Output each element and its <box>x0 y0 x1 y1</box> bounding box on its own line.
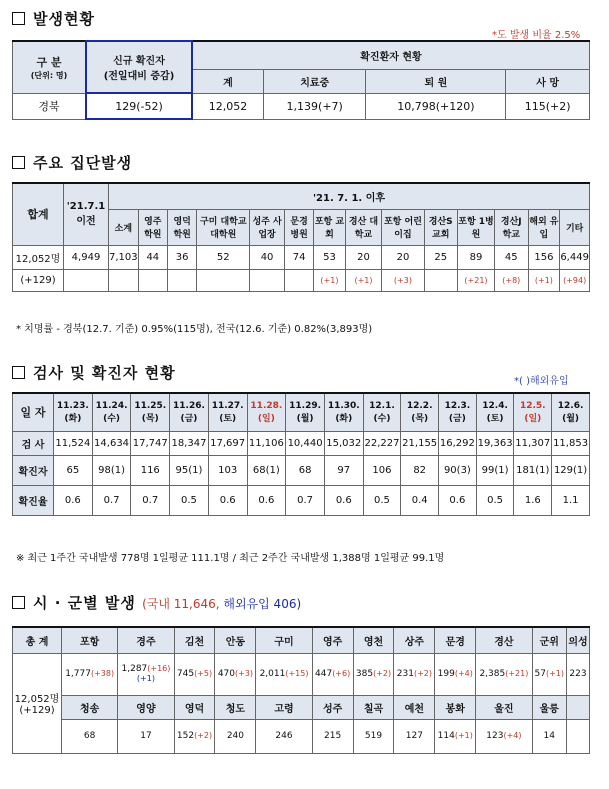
rate-cell: 0.7 <box>286 485 325 515</box>
tests-cell: 11,307 <box>514 431 552 455</box>
region-value <box>435 719 476 753</box>
region-value <box>62 719 118 753</box>
region-value <box>62 653 118 695</box>
tests-cell: 21,155 <box>401 431 439 455</box>
value: 152 <box>176 731 195 741</box>
ratio-note: *도 발생 비율 2.5% <box>492 30 581 41</box>
region-name: 청도 <box>215 695 256 719</box>
death-header: 사 망 <box>506 69 590 93</box>
region-name: 영주 <box>312 627 353 653</box>
rate-cell: 0.6 <box>247 485 286 515</box>
cluster-cell: 40 <box>250 245 285 269</box>
cluster-col-header: 성주 사업장 <box>250 209 285 245</box>
region-name: 구미 <box>256 627 312 653</box>
cluster-inc-cell <box>284 269 313 291</box>
total-header: 총 계 <box>13 627 62 653</box>
checkbox-icon <box>12 156 25 169</box>
total-header: 계 <box>192 69 263 93</box>
cluster-cell: 53 <box>314 245 345 269</box>
table-row <box>13 245 590 269</box>
cluster-col-header: 포항 교회 <box>314 209 345 245</box>
rate-cell: 0.7 <box>131 485 170 515</box>
table-row <box>13 431 590 455</box>
tests-header: 검 사 <box>13 431 54 455</box>
conf-cell: 68(1) <box>247 455 286 485</box>
conf-cell: 68 <box>286 455 325 485</box>
section-title-tests: 검사 및 확진자 현황 <box>12 362 176 383</box>
region-name: 봉화 <box>435 695 476 719</box>
cluster-cell: 44 <box>138 245 167 269</box>
cluster-col-header: 영주 학원 <box>138 209 167 245</box>
checkbox-icon <box>12 596 25 609</box>
value: 123 <box>486 731 504 741</box>
cluster-cell: 36 <box>167 245 196 269</box>
cluster-col-header: 경산 대학교 <box>345 209 382 245</box>
cluster-cell: 52 <box>197 245 250 269</box>
cluster-inc-cell: (+1) <box>345 269 382 291</box>
region-value <box>532 653 566 695</box>
overseas-count: 해외유입 406) <box>223 597 302 611</box>
rate-cell: 0.7 <box>92 485 131 515</box>
cluster-col-header: 영덕 학원 <box>167 209 196 245</box>
increase: (+21) <box>505 669 529 678</box>
region-value <box>312 653 353 695</box>
cluster-inc-cell: (+1) <box>314 269 345 291</box>
rate-cell: 0.6 <box>439 485 477 515</box>
discharged-cell: 10,798(+120) <box>366 93 506 119</box>
value: 223 <box>569 669 587 679</box>
increase: (+2) <box>413 669 433 678</box>
confirmed-status-header: 확진환자 현황 <box>192 41 590 69</box>
region-name: 군위 <box>532 627 566 653</box>
treating-cell: 1,139(+7) <box>263 93 365 119</box>
region-name: 안동 <box>215 627 256 653</box>
increase: (+2) <box>194 731 213 740</box>
conf-cell: 129(1) <box>552 455 590 485</box>
cluster-col-header: 기타 <box>560 209 590 245</box>
value: 17 <box>140 731 152 741</box>
total-header: 합계 <box>13 183 64 245</box>
checkbox-icon <box>12 12 25 25</box>
rate-cell: 0.6 <box>324 485 363 515</box>
region-value <box>394 719 435 753</box>
region-name: 칠곡 <box>353 695 394 719</box>
value: 2,385 <box>479 669 506 679</box>
region-value <box>353 719 394 753</box>
cluster-inc-cell <box>424 269 457 291</box>
region-name: 문경 <box>435 627 476 653</box>
region-value <box>532 719 566 753</box>
cluster-cell: 20 <box>382 245 424 269</box>
value: 231 <box>396 669 414 679</box>
value: 14 <box>543 731 555 741</box>
cluster-cell: 74 <box>284 245 313 269</box>
extra: (+1) <box>136 674 155 683</box>
value: 68 <box>83 731 96 741</box>
region-name: 의성 <box>566 627 589 653</box>
empty-cell <box>566 695 589 719</box>
cluster-inc-cell <box>167 269 196 291</box>
cluster-cell: 4,949 <box>64 245 109 269</box>
cluster-inc-cell: (+21) <box>457 269 494 291</box>
tests-cell: 10,440 <box>286 431 325 455</box>
value: 215 <box>324 731 342 741</box>
section-title-region: 시 · 군별 발생 (국내 11,646, 해외유입 406) <box>12 592 301 613</box>
tests-cell: 15,032 <box>324 431 363 455</box>
date-cell: 11.28. (일) <box>247 393 286 431</box>
value: 470 <box>217 669 235 679</box>
discharged-header: 퇴 원 <box>366 69 506 93</box>
region-name: 영양 <box>118 695 174 719</box>
value: 199 <box>437 669 455 679</box>
cluster-col-header: 경산J 학교 <box>495 209 528 245</box>
fatality-footnote: * 치명률 - 경북(12.7. 기준) 0.95%(115명), 전국(12.6. 기준) 0.82%(3,893명) <box>16 324 373 335</box>
value: 114 <box>437 731 455 741</box>
region-name: 울진 <box>476 695 532 719</box>
cluster-cell: 6,449 <box>560 245 590 269</box>
total-value: 12,052명 <box>14 694 60 705</box>
value: 1,777 <box>65 669 91 679</box>
rate-cell: 0.5 <box>170 485 209 515</box>
new-cases-header: 신규 확진자 (전일대비 증감) <box>86 41 192 93</box>
cluster-table <box>12 182 590 292</box>
region-name: 성주 <box>312 695 353 719</box>
increase: (+1) <box>454 731 473 740</box>
region-name: 영천 <box>353 627 394 653</box>
increase: (+4) <box>454 669 473 678</box>
date-cell: 12.3. (금) <box>439 393 477 431</box>
conf-cell: 181(1) <box>514 455 552 485</box>
before-header: '21.7.1 이전 <box>64 183 109 245</box>
value: 246 <box>275 731 293 741</box>
cluster-inc-cell: (+1) <box>528 269 560 291</box>
date-cell: 11.23. (화) <box>54 393 93 431</box>
table-row <box>13 719 590 753</box>
date-cell: 11.25. (목) <box>131 393 170 431</box>
cluster-cell: 89 <box>457 245 494 269</box>
cluster-cell: 12,052명 <box>13 245 64 269</box>
section-title-cluster: 주요 집단발생 <box>12 152 132 173</box>
region-cell: 경북 <box>13 93 87 119</box>
tests-cell: 17,697 <box>208 431 247 455</box>
cluster-col-header: 문경 병원 <box>284 209 313 245</box>
conf-cell: 103 <box>208 455 247 485</box>
region-value <box>174 719 215 753</box>
increase: (+6) <box>332 669 351 678</box>
gubun-header: 구 분 (단위: 명) <box>13 41 87 93</box>
value: 385 <box>355 669 374 679</box>
cluster-inc-cell: (+8) <box>495 269 528 291</box>
region-value <box>256 653 312 695</box>
value: 127 <box>405 731 423 741</box>
table-row <box>13 93 590 119</box>
conf-cell: 82 <box>401 455 439 485</box>
region-value <box>312 719 353 753</box>
date-cell: 12.5. (일) <box>514 393 552 431</box>
region-value <box>476 653 532 695</box>
domestic-count: (국내 11,646, <box>142 597 220 611</box>
region-name: 고령 <box>256 695 312 719</box>
cluster-col-header: 해외 유입 <box>528 209 560 245</box>
increase: (+2) <box>373 669 392 678</box>
rate-cell: 0.5 <box>476 485 514 515</box>
table-row <box>13 485 590 515</box>
region-value <box>118 719 174 753</box>
new-cases-cell: 129(-52) <box>86 93 192 119</box>
value: 519 <box>364 731 383 741</box>
total-cell <box>13 653 62 753</box>
tests-cell: 11,106 <box>247 431 286 455</box>
tests-cell: 11,853 <box>552 431 590 455</box>
empty-cell <box>566 719 589 753</box>
weekly-footnote: ※ 최근 1주간 국내발생 778명 1일평균 111.1명 / 최근 2주간 국내발생 1,388명 1일평균 99.1명 <box>16 553 445 564</box>
rate-header: 확진율 <box>13 485 54 515</box>
tests-cell: 17,747 <box>131 431 170 455</box>
region-value <box>566 653 589 695</box>
cluster-col-header: 경산S 교회 <box>424 209 457 245</box>
date-cell: 12.4. (토) <box>476 393 514 431</box>
region-name: 상주 <box>394 627 435 653</box>
cluster-inc-cell <box>197 269 250 291</box>
conf-cell: 97 <box>324 455 363 485</box>
total-increase: (+129) <box>19 705 55 716</box>
region-table <box>12 626 590 754</box>
status-table <box>12 40 590 120</box>
conf-cell: 106 <box>363 455 401 485</box>
table-row <box>13 653 590 695</box>
region-value <box>215 719 256 753</box>
tests-cell: 11,524 <box>54 431 93 455</box>
table-row <box>13 455 590 485</box>
cluster-col-header: 포항 1병원 <box>457 209 494 245</box>
increase: (+16) <box>147 664 171 673</box>
region-name: 포항 <box>62 627 118 653</box>
tests-cell: 22,227 <box>363 431 401 455</box>
date-cell: 12.1. (수) <box>363 393 401 431</box>
value: 447 <box>315 669 333 679</box>
region-value <box>174 653 215 695</box>
region-value <box>435 653 476 695</box>
conf-header: 확진자 <box>13 455 54 485</box>
region-name: 영덕 <box>174 695 215 719</box>
cluster-inc-total: (+129) <box>13 269 64 291</box>
region-name: 예천 <box>394 695 435 719</box>
date-cell: 11.29. (월) <box>286 393 325 431</box>
date-cell: 11.24. (수) <box>92 393 131 431</box>
date-cell: 12.2. (목) <box>401 393 439 431</box>
cluster-col-header: 구미 대학교 대학원 <box>197 209 250 245</box>
cluster-cell: 25 <box>424 245 457 269</box>
rate-cell: 0.4 <box>401 485 439 515</box>
cluster-inc-cell <box>138 269 167 291</box>
cluster-col-header: 소계 <box>109 209 139 245</box>
region-name: 울릉 <box>532 695 566 719</box>
after-header: '21. 7. 1. 이후 <box>109 183 590 209</box>
increase: (+3) <box>235 669 254 678</box>
region-name: 경산 <box>476 627 532 653</box>
treating-header: 치료중 <box>263 69 365 93</box>
tests-table <box>12 392 590 516</box>
increase: (+15) <box>285 669 309 678</box>
conf-cell: 116 <box>131 455 170 485</box>
conf-cell: 90(3) <box>439 455 477 485</box>
tests-cell: 19,363 <box>476 431 514 455</box>
tests-cell: 14,634 <box>92 431 131 455</box>
cluster-cell: 20 <box>345 245 382 269</box>
cluster-inc-cell <box>250 269 285 291</box>
value: 745 <box>176 669 195 679</box>
date-cell: 11.26. (금) <box>170 393 209 431</box>
cluster-cell: 156 <box>528 245 560 269</box>
checkbox-icon <box>12 366 25 379</box>
region-value <box>476 719 532 753</box>
region-name: 김천 <box>174 627 215 653</box>
date-cell: 11.27. (토) <box>208 393 247 431</box>
increase: (+1) <box>545 669 564 678</box>
value: 57 <box>534 669 546 679</box>
tests-cell: 16,292 <box>439 431 477 455</box>
overseas-note: *( )해외유입 <box>514 376 569 387</box>
tests-cell: 18,347 <box>170 431 209 455</box>
rate-cell: 0.6 <box>208 485 247 515</box>
rate-cell: 0.6 <box>54 485 93 515</box>
region-value <box>215 653 256 695</box>
date-cell: 11.30. (화) <box>324 393 363 431</box>
region-value <box>353 653 394 695</box>
cluster-inc-cell: (+3) <box>382 269 424 291</box>
cluster-inc-cell <box>64 269 109 291</box>
region-name: 청송 <box>62 695 118 719</box>
total-cell: 12,052 <box>192 93 263 119</box>
conf-cell: 99(1) <box>476 455 514 485</box>
increase: (+4) <box>503 731 522 740</box>
conf-cell: 98(1) <box>92 455 131 485</box>
conf-cell: 95(1) <box>170 455 209 485</box>
death-cell: 115(+2) <box>506 93 590 119</box>
cluster-inc-cell <box>109 269 139 291</box>
rate-cell: 0.5 <box>363 485 401 515</box>
region-value <box>256 719 312 753</box>
date-cell: 12.6. (월) <box>552 393 590 431</box>
increase: (+5) <box>194 669 213 678</box>
value: 240 <box>226 731 245 741</box>
date-header: 일 자 <box>13 393 54 431</box>
cluster-inc-cell: (+94) <box>560 269 590 291</box>
increase: (+38) <box>90 669 115 678</box>
rate-cell: 1.6 <box>514 485 552 515</box>
region-value <box>118 653 174 695</box>
section-title-status: 발생현황 <box>12 8 95 29</box>
value: 1,287 <box>121 664 148 674</box>
rate-cell: 1.1 <box>552 485 590 515</box>
region-name: 경주 <box>118 627 174 653</box>
table-row <box>13 269 590 291</box>
conf-cell: 65 <box>54 455 93 485</box>
cluster-cell: 45 <box>495 245 528 269</box>
cluster-cell: 7,103 <box>109 245 139 269</box>
value: 2,011 <box>259 669 286 679</box>
cluster-col-header: 포항 어린이집 <box>382 209 424 245</box>
region-value <box>394 653 435 695</box>
